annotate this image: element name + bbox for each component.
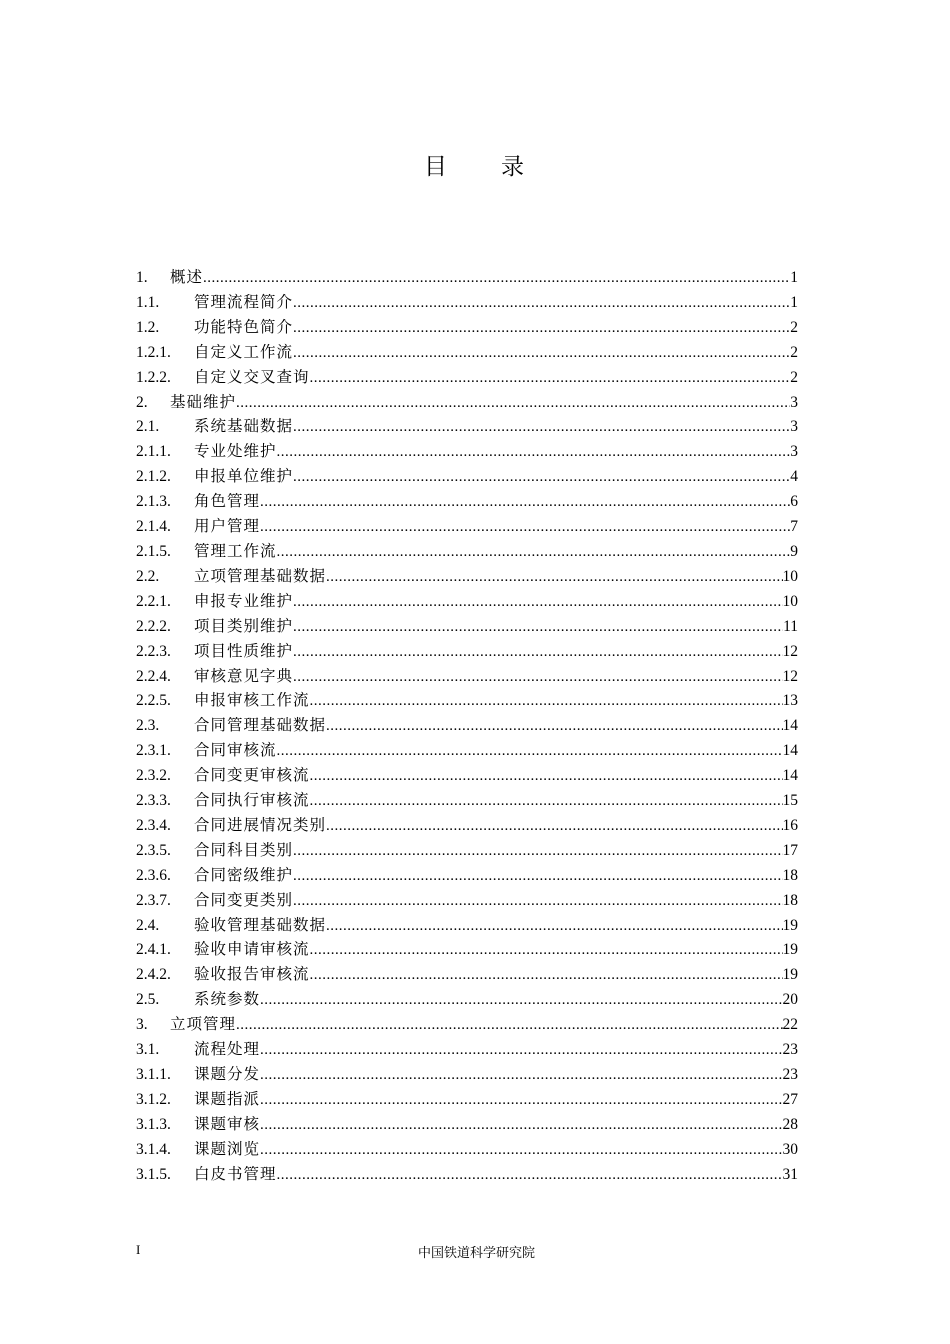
- toc-dot-leader: [326, 569, 782, 586]
- toc-dot-leader: [203, 270, 790, 287]
- toc-entry-label: 立项管理基础数据: [194, 566, 327, 585]
- toc-entry-number: 3.1.2.: [136, 1090, 171, 1108]
- toc-entry-label: 自定义工作流: [194, 342, 294, 361]
- toc-entry-label: 角色管理: [194, 492, 261, 511]
- toc-entry-label: 申报单位维护: [194, 467, 294, 486]
- toc-dot-leader: [293, 345, 790, 362]
- toc-entry[interactable]: [136, 315, 798, 340]
- toc-entry-page: 19: [782, 941, 798, 959]
- toc-entry[interactable]: [136, 1012, 798, 1037]
- toc-entry-page: 13: [782, 692, 798, 710]
- toc-entry-page: 10: [782, 592, 798, 610]
- toc-entry[interactable]: [136, 1087, 798, 1112]
- toc-entry[interactable]: [136, 913, 798, 938]
- toc-entry-label: 白皮书管理: [194, 1164, 277, 1183]
- toc-entry-page: 7: [790, 518, 798, 536]
- toc-entry-number: 2.3.3.: [136, 792, 171, 810]
- toc-entry-number: 2.3.7.: [136, 891, 171, 909]
- toc-dot-leader: [293, 893, 782, 910]
- toc-entry[interactable]: [136, 439, 798, 464]
- toc-entry-page: 18: [782, 866, 798, 884]
- toc-dot-leader: [310, 370, 791, 387]
- toc-dot-leader: [326, 918, 782, 935]
- toc-dot-leader: [310, 967, 783, 984]
- toc-entry[interactable]: [136, 514, 798, 539]
- toc-entry-page: 14: [782, 717, 798, 735]
- toc-entry-page: 22: [782, 1016, 798, 1034]
- toc-entry-number: 2.2.4.: [136, 667, 171, 685]
- toc-title-right: 录: [501, 154, 526, 180]
- toc-entry[interactable]: [136, 390, 798, 415]
- toc-dot-leader: [277, 544, 791, 561]
- footer-page-number: I: [136, 1242, 141, 1257]
- toc-entry[interactable]: [136, 1062, 798, 1087]
- toc-entry-label: 功能特色简介: [194, 317, 294, 336]
- toc-entry-label: 自定义交叉查询: [194, 367, 310, 386]
- toc-entry[interactable]: [136, 414, 798, 439]
- toc-dot-leader: [326, 818, 782, 835]
- toc-entry-number: 2.1.: [136, 418, 160, 436]
- toc-entry-label: 合同变更类别: [194, 890, 294, 909]
- toc-entry-page: 19: [782, 916, 798, 934]
- toc-dot-leader: [293, 594, 782, 611]
- toc-entry-label: 合同进展情况类别: [194, 815, 327, 834]
- table-of-contents: [136, 265, 798, 1187]
- toc-entry-page: 20: [782, 991, 798, 1009]
- toc-entry-number: 2.1.5.: [136, 542, 171, 560]
- toc-entry-page: 10: [782, 567, 798, 585]
- toc-entry-label: 课题分发: [194, 1065, 261, 1083]
- toc-entry-number: 2.3.5.: [136, 841, 171, 859]
- toc-entry-label: 用户管理: [194, 517, 261, 536]
- toc-entry[interactable]: [136, 937, 798, 962]
- toc-entry-page: 1: [790, 293, 798, 311]
- toc-entry[interactable]: [136, 962, 798, 987]
- toc-entry-number: 2.1.3.: [136, 493, 171, 511]
- toc-entry-number: 2.1.2.: [136, 468, 171, 486]
- toc-title: [0, 148, 950, 181]
- toc-entry-label: 合同审核流: [194, 741, 277, 760]
- toc-dot-leader: [260, 519, 790, 536]
- toc-entry[interactable]: [136, 713, 798, 738]
- toc-entry-page: 23: [782, 1041, 798, 1059]
- toc-entry-label: 专业处维护: [194, 442, 277, 461]
- toc-dot-leader: [260, 1117, 782, 1134]
- toc-entry[interactable]: [136, 1137, 798, 1162]
- toc-entry[interactable]: [136, 813, 798, 838]
- toc-entry-number: 3.1.4.: [136, 1140, 171, 1158]
- toc-dot-leader: [236, 1017, 782, 1034]
- toc-entry-number: 3.1.3.: [136, 1115, 171, 1133]
- toc-entry-number: 3.1.5.: [136, 1165, 171, 1183]
- toc-entry-page: 12: [782, 667, 798, 685]
- toc-entry-number: 1.2.: [136, 318, 160, 336]
- toc-entry-label: 系统参数: [194, 990, 261, 1009]
- toc-entry-number: 1.2.1.: [136, 343, 171, 361]
- toc-dot-leader: [310, 942, 783, 959]
- toc-entry[interactable]: [136, 1112, 798, 1137]
- toc-entry-page: 11: [783, 617, 798, 635]
- toc-entry-number: 3.1.1.: [136, 1066, 171, 1083]
- toc-title-left: 目: [424, 154, 449, 180]
- toc-entry-page: 2: [790, 318, 798, 336]
- toc-entry-number: 2.3.6.: [136, 866, 171, 884]
- toc-entry-page: 14: [782, 742, 798, 760]
- toc-entry[interactable]: [136, 738, 798, 763]
- toc-entry-number: 2.1.4.: [136, 518, 171, 536]
- toc-entry[interactable]: [136, 340, 798, 365]
- toc-dot-leader: [293, 419, 790, 436]
- toc-entry-label: 概述: [170, 268, 204, 286]
- toc-entry-label: 项目类别维护: [194, 616, 294, 635]
- toc-entry[interactable]: [136, 863, 798, 888]
- toc-dot-leader: [293, 295, 790, 312]
- toc-entry-page: 17: [782, 841, 798, 859]
- toc-entry-page: 12: [782, 642, 798, 660]
- toc-entry-number: 2.2.: [136, 567, 160, 585]
- footer-organization: 中国铁道科学研究院: [417, 1246, 535, 1261]
- toc-entry-number: 2.5.: [136, 991, 160, 1009]
- toc-entry-page: 30: [782, 1140, 798, 1158]
- toc-dot-leader: [310, 768, 783, 785]
- toc-entry-label: 合同变更审核流: [194, 766, 310, 785]
- toc-entry-number: 2.4.2.: [136, 966, 171, 984]
- toc-entry-number: 2.3.4.: [136, 816, 171, 834]
- toc-entry-number: 1.: [136, 269, 148, 286]
- toc-entry[interactable]: [136, 589, 798, 614]
- toc-entry-label: 验收报告审核流: [194, 965, 310, 984]
- toc-entry[interactable]: [136, 1162, 798, 1187]
- toc-entry[interactable]: [136, 464, 798, 489]
- toc-entry[interactable]: [136, 265, 798, 290]
- toc-entry-page: 2: [790, 343, 798, 361]
- toc-entry-page: 18: [782, 891, 798, 909]
- toc-entry[interactable]: [136, 290, 798, 315]
- toc-entry[interactable]: [136, 688, 798, 713]
- toc-entry-number: 2.2.1.: [136, 592, 171, 610]
- toc-entry-label: 管理工作流: [194, 541, 277, 560]
- toc-entry[interactable]: [136, 639, 798, 664]
- toc-entry-number: 2.: [136, 393, 148, 411]
- toc-dot-leader: [293, 843, 782, 860]
- toc-dot-leader: [277, 1167, 783, 1184]
- toc-entry-label: 合同科目类别: [194, 840, 294, 859]
- toc-entry-number: 2.1.1.: [136, 443, 171, 461]
- toc-entry[interactable]: [136, 365, 798, 390]
- toc-entry-label: 合同密级维护: [194, 865, 294, 884]
- toc-entry-label: 课题指派: [194, 1089, 261, 1108]
- toc-entry-label: 流程处理: [194, 1040, 261, 1059]
- toc-entry-number: 2.4.1.: [136, 941, 171, 959]
- toc-entry-label: 系统基础数据: [194, 417, 294, 436]
- toc-entry-number: 3.1.: [136, 1041, 160, 1059]
- toc-entry-label: 验收管理基础数据: [194, 915, 327, 934]
- toc-dot-leader: [310, 793, 783, 810]
- toc-entry[interactable]: [136, 1037, 798, 1062]
- toc-dot-leader: [277, 444, 791, 461]
- toc-entry-label: 课题审核: [194, 1114, 261, 1133]
- toc-dot-leader: [260, 1092, 782, 1109]
- toc-entry[interactable]: [136, 888, 798, 913]
- toc-entry-number: 2.3.2.: [136, 767, 171, 785]
- toc-entry-page: 27: [782, 1090, 798, 1108]
- toc-dot-leader: [326, 718, 782, 735]
- toc-dot-leader: [293, 619, 783, 636]
- toc-dot-leader: [293, 669, 782, 686]
- toc-dot-leader: [293, 469, 790, 486]
- toc-dot-leader: [260, 1067, 782, 1084]
- toc-dot-leader: [260, 1142, 782, 1159]
- toc-entry-label: 管理流程简介: [194, 292, 294, 311]
- toc-entry-number: 1.1.: [136, 293, 160, 311]
- toc-entry-label: 申报审核工作流: [194, 691, 310, 710]
- toc-entry-label: 项目性质维护: [194, 641, 294, 660]
- toc-dot-leader: [293, 320, 790, 337]
- toc-entry-label: 立项管理: [170, 1015, 237, 1034]
- toc-entry-page: 23: [782, 1066, 798, 1083]
- toc-entry-page: 3: [790, 418, 798, 436]
- toc-dot-leader: [260, 992, 782, 1009]
- toc-entry-page: 4: [790, 468, 798, 486]
- toc-dot-leader: [310, 693, 783, 710]
- toc-entry[interactable]: [136, 987, 798, 1012]
- toc-entry-page: 2: [790, 368, 798, 386]
- toc-dot-leader: [293, 644, 782, 661]
- toc-entry-number: 2.2.2.: [136, 617, 171, 635]
- toc-entry-label: 合同执行审核流: [194, 791, 310, 810]
- toc-entry[interactable]: [136, 664, 798, 689]
- toc-entry-number: 2.3.1.: [136, 742, 171, 760]
- toc-entry-page: 14: [782, 767, 798, 785]
- toc-entry[interactable]: [136, 564, 798, 589]
- toc-entry-page: 15: [782, 792, 798, 810]
- toc-entry-page: 3: [790, 443, 798, 461]
- toc-entry-page: 19: [782, 966, 798, 984]
- toc-entry-label: 课题浏览: [194, 1139, 261, 1158]
- toc-entry-number: 2.2.5.: [136, 692, 171, 710]
- toc-dot-leader: [260, 494, 790, 511]
- toc-entry-page: 16: [782, 816, 798, 834]
- toc-entry-number: 2.3.: [136, 717, 160, 735]
- toc-entry[interactable]: [136, 614, 798, 639]
- toc-entry-label: 申报专业维护: [194, 591, 294, 610]
- toc-dot-leader: [293, 868, 782, 885]
- toc-entry-number: 2.2.3.: [136, 642, 171, 660]
- toc-entry[interactable]: [136, 788, 798, 813]
- toc-entry-number: 3.: [136, 1016, 148, 1034]
- toc-entry-label: 验收申请审核流: [194, 940, 310, 959]
- toc-dot-leader: [277, 743, 783, 760]
- toc-dot-leader: [236, 395, 790, 412]
- toc-entry[interactable]: [136, 489, 798, 514]
- toc-entry[interactable]: [136, 539, 798, 564]
- toc-entry-page: 3: [790, 393, 798, 411]
- toc-entry-number: 2.4.: [136, 916, 160, 934]
- toc-entry-label: 审核意见字典: [194, 666, 294, 685]
- toc-entry-label: 合同管理基础数据: [194, 716, 327, 735]
- toc-entry-page: 31: [782, 1165, 798, 1183]
- toc-entry[interactable]: [136, 763, 798, 788]
- toc-entry-label: 基础维护: [170, 392, 237, 411]
- toc-entry-page: 28: [782, 1115, 798, 1133]
- toc-entry-page: 1: [790, 269, 798, 286]
- toc-entry-page: 9: [790, 542, 798, 560]
- toc-entry-number: 1.2.2.: [136, 368, 171, 386]
- toc-entry-page: 6: [790, 493, 798, 511]
- toc-entry[interactable]: [136, 838, 798, 863]
- toc-dot-leader: [260, 1042, 782, 1059]
